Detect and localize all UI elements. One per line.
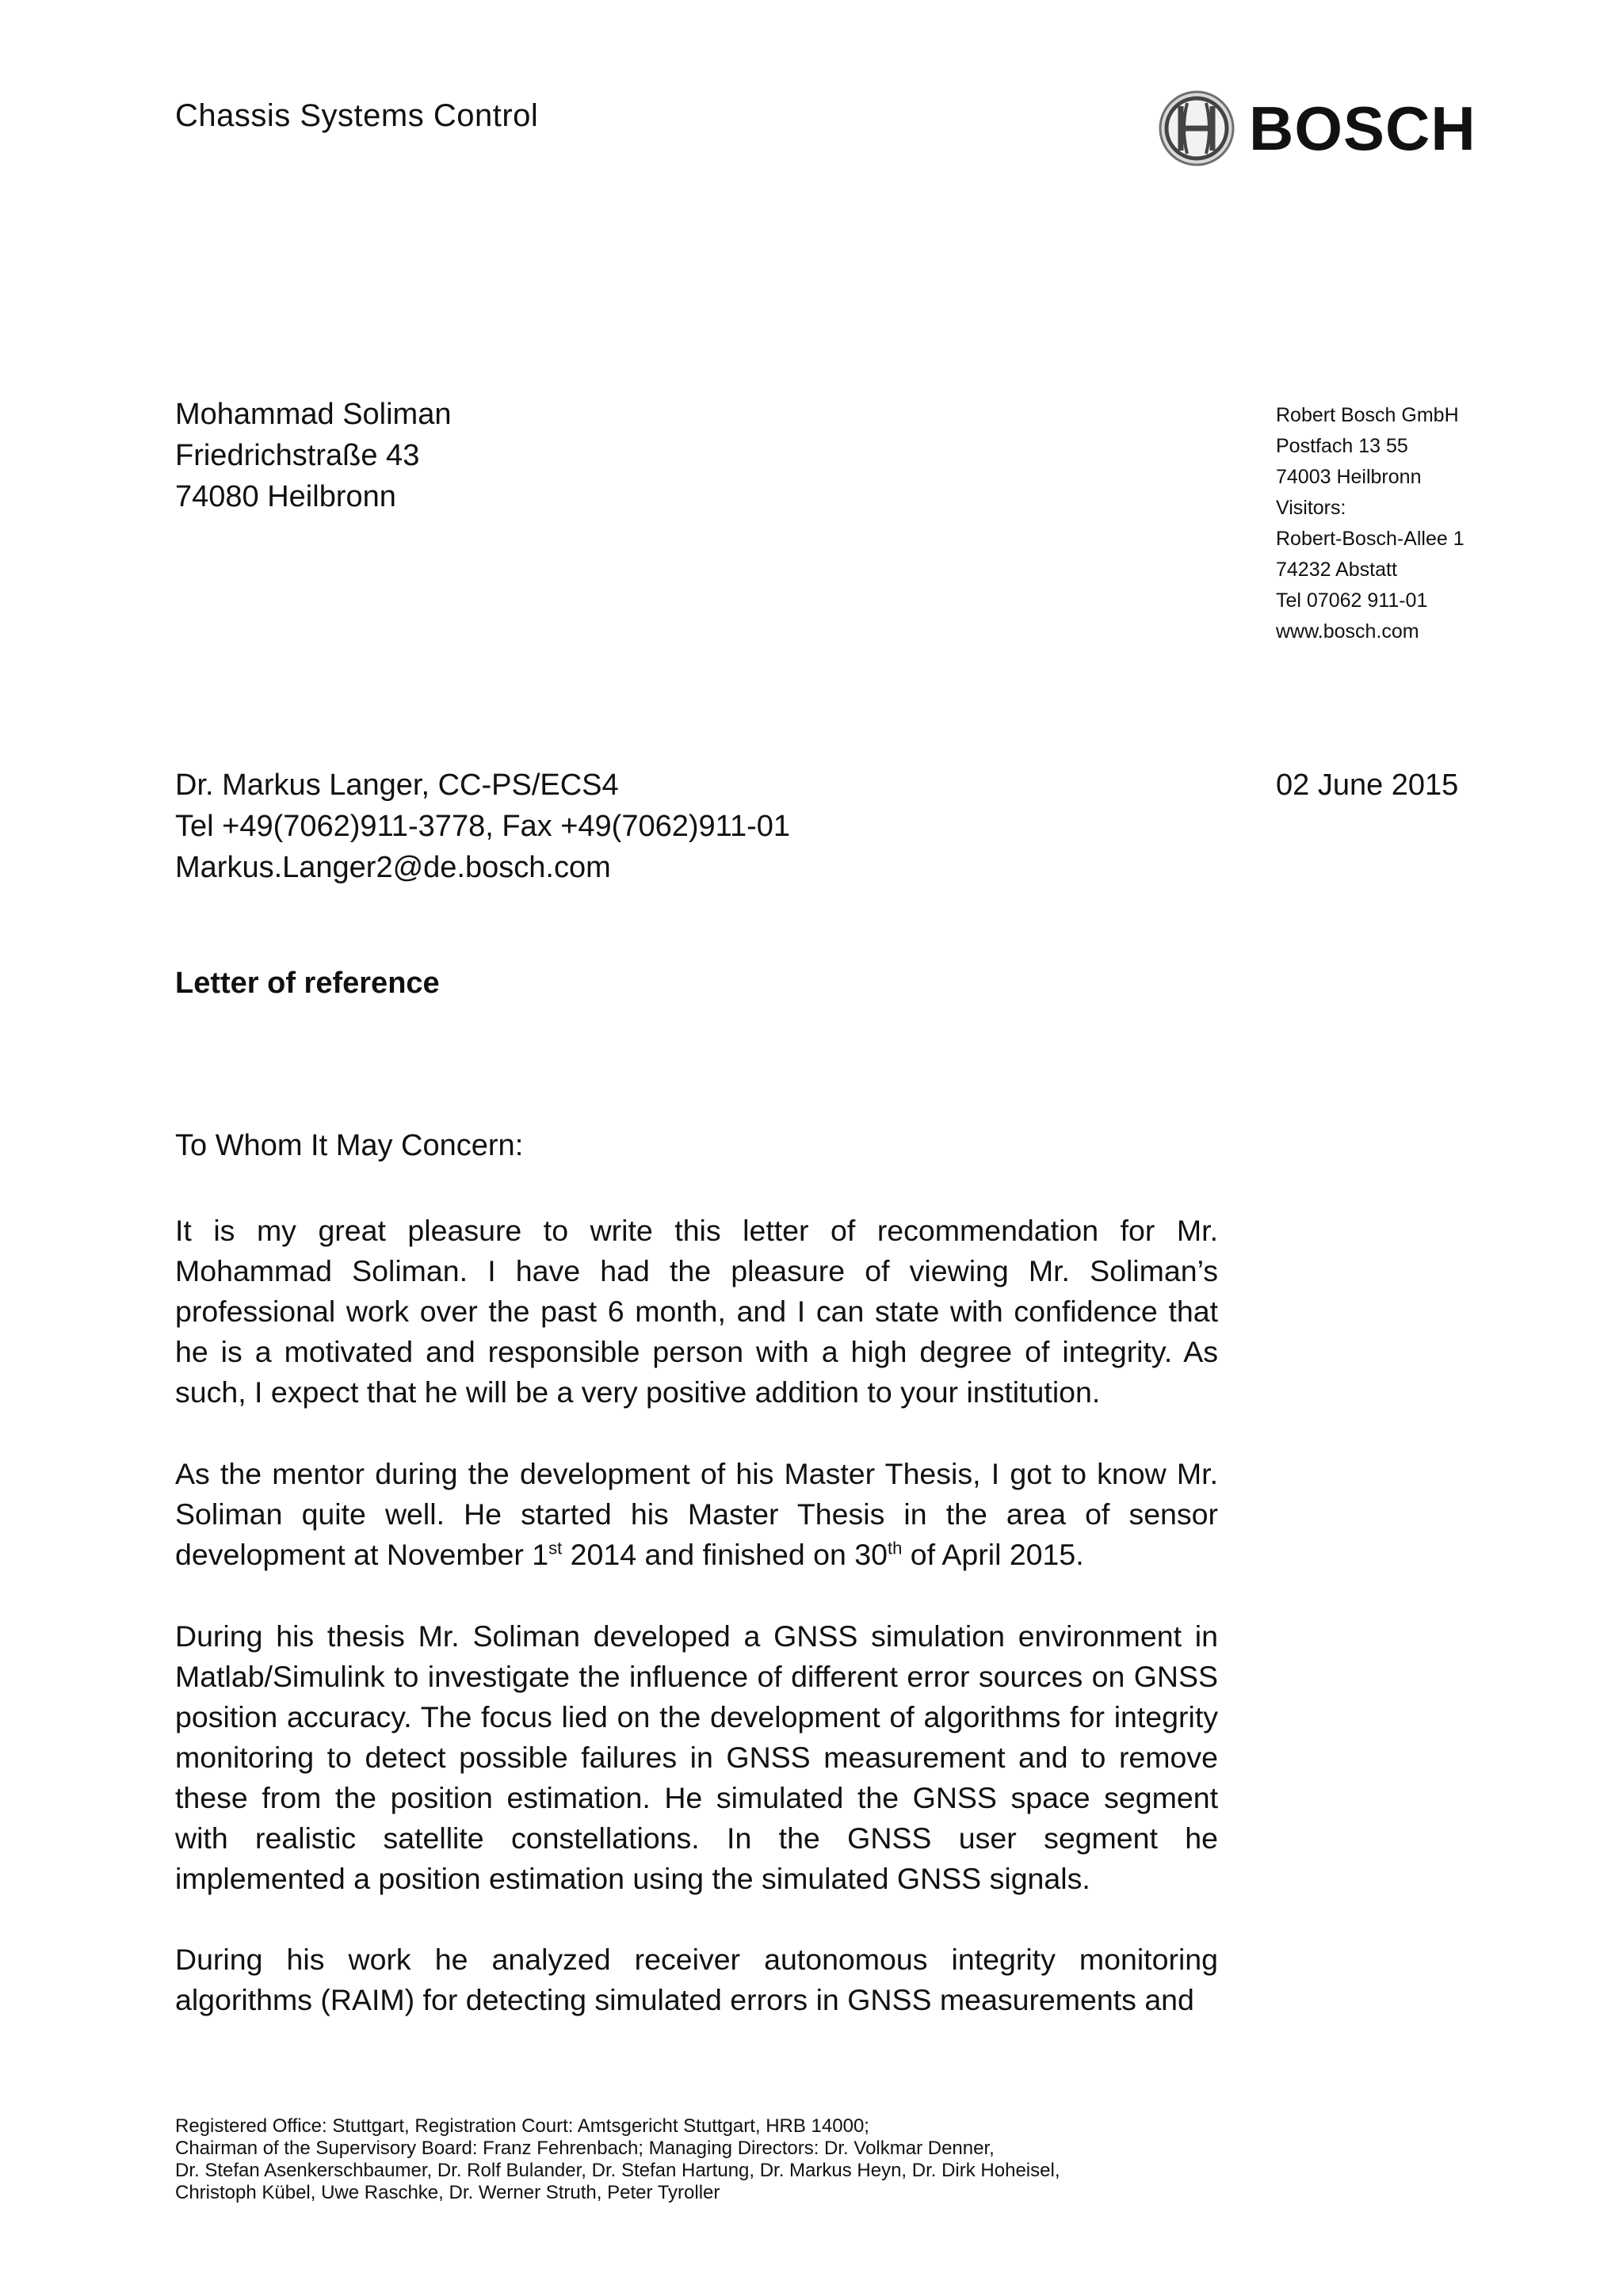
footer-line: Registered Office: Stuttgart, Registration Court: Amtsgericht Stuttgart, HRB 14000; [175,2115,869,2137]
legal-footer [175,2115,1060,2204]
bosch-logo [1157,89,1476,168]
recipient-name: Mohammad Soliman [175,398,452,431]
body-paragraph: During his work he analyzed receiver autonomous integrity monitoring algorithms (RAIM) for detecting simulated errors in GNSS measurements and [175,1943,1218,2016]
company-line: Visitors: [1276,497,1346,519]
company-website: www.bosch.com [1276,620,1419,643]
sender-name: Dr. Markus Langer, CC-PS/ECS4 [175,769,619,802]
company-line: Postfach 13 55 [1276,435,1408,457]
footer-line: Chairman of the Supervisory Board: Franz Fehrenbach; Managing Directors: Dr. Volkmar Denner, [175,2138,995,2159]
bosch-armature-icon [1157,89,1236,168]
body-paragraph [175,1454,1218,1575]
body-paragraph: During his thesis Mr. Soliman developed a GNSS simulation environment in Matlab/Simulink to investigate the influence of different error sources on GNSS position accuracy. The focus lied on the development of algorithms for integrity monitoring to detect possible failures in GNSS measurement and to remove these from the position estimation. He simulated the GNSS space segment with realistic satellite constellations. In the GNSS user segment he implemented a position estimation using the simulated GNSS signals. [175,1619,1218,1895]
logo-wordmark: BOSCH [1249,93,1476,163]
paragraph-text: As the mentor during the development of his Master Thesis, I got to know Mr. Soliman quite well. He started his Master Thesis in the area of sensor development at November 1 [175,1457,1218,1571]
department-title: Chassis Systems Control [175,98,539,133]
ordinal-suffix: th [887,1538,903,1558]
paragraph-text: of April 2015. [902,1538,1084,1571]
paragraph-text: 2014 and finished on 30 [562,1538,888,1571]
footer-line: Dr. Stefan Asenkerschbaumer, Dr. Rolf Bulander, Dr. Stefan Hartung, Dr. Markus Heyn, Dr. Dirk Hoheisel, [175,2160,1060,2181]
sender-block [175,765,790,888]
company-line: Robert-Bosch-Allee 1 [1276,528,1465,550]
letter-date: 02 June 2015 [1276,769,1459,802]
company-line: Tel 07062 911-01 [1276,589,1428,612]
company-line: 74003 Heilbronn [1276,466,1422,488]
company-info [1276,400,1465,647]
recipient-street: Friedrichstraße 43 [175,439,420,472]
body-paragraph: It is my great pleasure to write this letter of recommendation for Mr. Mohammad Soliman. I have had the pleasure of viewing Mr. Soliman’s professional work over the past 6 month, and I can state with confidence that he is a motivated and responsible person with a high degree of integrity. As such, I expect that he will be a very positive addition to your institution. [175,1214,1218,1409]
company-line: Robert Bosch GmbH [1276,404,1459,426]
sender-email: Markus.Langer2@de.bosch.com [175,851,611,884]
recipient-city: 74080 Heilbronn [175,480,396,513]
salutation: To Whom It May Concern: [175,1129,524,1162]
footer-line: Christoph Kübel, Uwe Raschke, Dr. Werner Struth, Peter Tyroller [175,2182,720,2203]
ordinal-suffix: st [548,1538,563,1558]
sender-phone: Tel +49(7062)911-3778, Fax +49(7062)911-01 [175,810,791,843]
letter-subject: Letter of reference [175,967,440,1000]
company-line: 74232 Abstatt [1276,559,1397,581]
recipient-address [175,394,451,517]
